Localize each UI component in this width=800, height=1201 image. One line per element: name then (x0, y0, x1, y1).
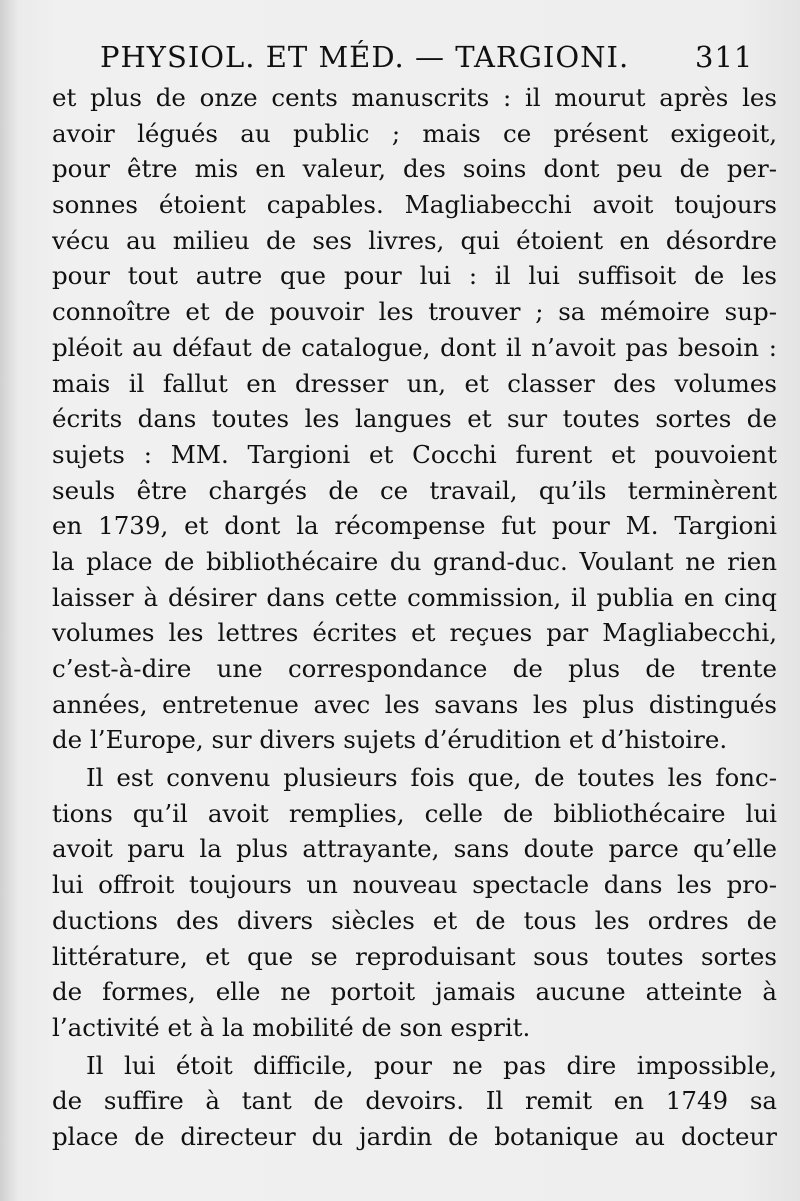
text-line: de suffire à tant de devoirs. Il remit en 1749 sa (52, 1086, 777, 1116)
text-line: seuls être chargés de ce travail, qu’ils terminèrent (52, 475, 777, 505)
text-line: années, entretenue avec les savans les plus distingués (52, 689, 777, 719)
text-line: Il lui étoit difficile, pour ne pas dire impossible, (86, 1050, 777, 1080)
text-line: de l’Europe, sur divers sujets d’érudition et d’histoire. (52, 725, 728, 755)
body-text (52, 80, 777, 1155)
text-line: lui offroit toujours un nouveau spectacle dans les pro- (52, 870, 777, 900)
text-line: l’activité et à la mobilité de son esprit. (52, 1012, 531, 1042)
text-line: pléoit au défaut de catalogue, dont il n’avoit pas besoin : (52, 332, 777, 362)
page-number: 311 (695, 40, 754, 74)
page-header (100, 40, 800, 84)
text-line: la place de bibliothécaire du grand-duc. Voulant ne rien (52, 546, 777, 576)
text-line: pour tout autre que pour lui : il lui suffisoit de les (52, 261, 777, 291)
text-line: et plus de onze cents manuscrits : il mourut après les (52, 83, 777, 112)
text-line: connoître et de pouvoir les trouver ; sa mémoire sup- (52, 297, 777, 327)
paragraph (52, 80, 777, 758)
text-line: avoir légués au public ; mais ce présent exigeoit, (52, 118, 777, 148)
text-line: sujets : MM. Targioni et Cocchi furent et pouvoient (52, 439, 777, 469)
paragraph (52, 1048, 777, 1155)
text-line: littérature, et que se reproduisant sous toutes sortes (52, 941, 777, 971)
text-line: laisser à désirer dans cette commission, il publia en cinq (52, 582, 777, 612)
text-line: mais il fallut en dresser un, et classer des volumes (52, 368, 777, 398)
text-line: écrits dans toutes les langues et sur toutes sortes de (52, 404, 777, 434)
text-line: c’est-à-dire une correspondance de plus de trente (52, 654, 777, 683)
text-line: tions qu’il avoit remplies, celle de bibliothécaire lui (52, 798, 777, 828)
text-line: place de directeur du jardin de botanique au docteur (52, 1121, 777, 1151)
paragraph (52, 760, 777, 1046)
text-line: pour être mis en valeur, des soins dont peu de per- (52, 154, 777, 184)
text-line: vécu au milieu de ses livres, qui étoient en désordre (52, 225, 777, 255)
text-line: Il est convenu plusieurs fois que, de toutes les fonc- (86, 763, 777, 793)
text-line: avoit paru la plus attrayante, sans doute parce qu’elle (52, 834, 777, 864)
running-title: PHYSIOL. ET MÉD. — TARGIONI. (100, 40, 630, 74)
text-line: volumes les lettres écrites et reçues par Magliabecchi, (52, 618, 777, 648)
text-line: sonnes étoient capables. Magliabecchi avoit toujours (52, 190, 777, 220)
text-line: ductions des divers siècles et de tous les ordres de (52, 905, 777, 935)
text-line: de formes, elle ne portoit jamais aucune atteinte à (52, 977, 777, 1007)
text-line: en 1739, et dont la récompense fut pour M. Targioni (52, 511, 777, 541)
